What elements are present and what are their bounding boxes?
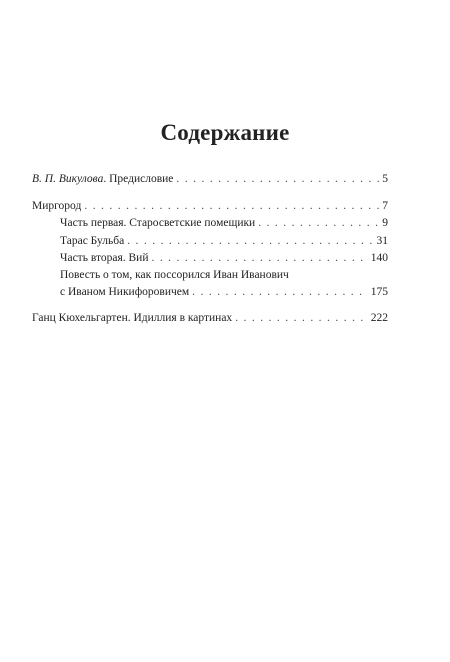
entry-title: Часть вторая. Вий bbox=[60, 252, 149, 264]
toc-entry-ganz[interactable] bbox=[32, 311, 388, 325]
toc-entry-taras-bulba[interactable] bbox=[60, 234, 388, 248]
toc-entry-povest-line1[interactable]: Повесть о том, как поссорился Иван Иванович bbox=[60, 269, 289, 281]
toc-entry-label bbox=[32, 172, 173, 186]
toc-entry-part-two[interactable] bbox=[60, 251, 388, 265]
author-name: В. П. Викулова bbox=[32, 173, 104, 185]
entry-title: Ганц Кюхельгартен. Идиллия в картинах bbox=[32, 312, 233, 324]
dot-leader bbox=[176, 172, 379, 186]
page-number: 31 bbox=[376, 235, 388, 247]
entry-title: Тарас Бульба bbox=[60, 235, 125, 247]
page-number: 140 bbox=[370, 252, 388, 264]
dot-leader bbox=[258, 216, 379, 230]
dot-leader bbox=[127, 234, 373, 248]
page-number: 5 bbox=[382, 173, 388, 185]
page-number: 222 bbox=[370, 312, 388, 324]
toc-entry-povest[interactable] bbox=[60, 285, 388, 299]
entry-title: Миргород bbox=[32, 200, 82, 212]
entry-title: с Иваном Никифоровичем bbox=[60, 286, 190, 298]
page-number: 175 bbox=[370, 286, 388, 298]
dot-leader bbox=[235, 311, 368, 325]
toc-entry-part-one[interactable] bbox=[60, 216, 388, 230]
dot-leader bbox=[192, 285, 368, 299]
page-number: 9 bbox=[382, 217, 388, 229]
page-number: 7 bbox=[382, 200, 388, 212]
dot-leader bbox=[84, 199, 379, 213]
entry-title: . Предисловие bbox=[103, 173, 174, 185]
entry-title: Часть первая. Старосветские помещики bbox=[60, 217, 256, 229]
toc-entry-mirgorod[interactable] bbox=[32, 199, 388, 213]
dot-leader bbox=[151, 251, 367, 265]
page-title: Содержание bbox=[160, 120, 290, 145]
toc-entry-preface[interactable] bbox=[32, 172, 388, 186]
